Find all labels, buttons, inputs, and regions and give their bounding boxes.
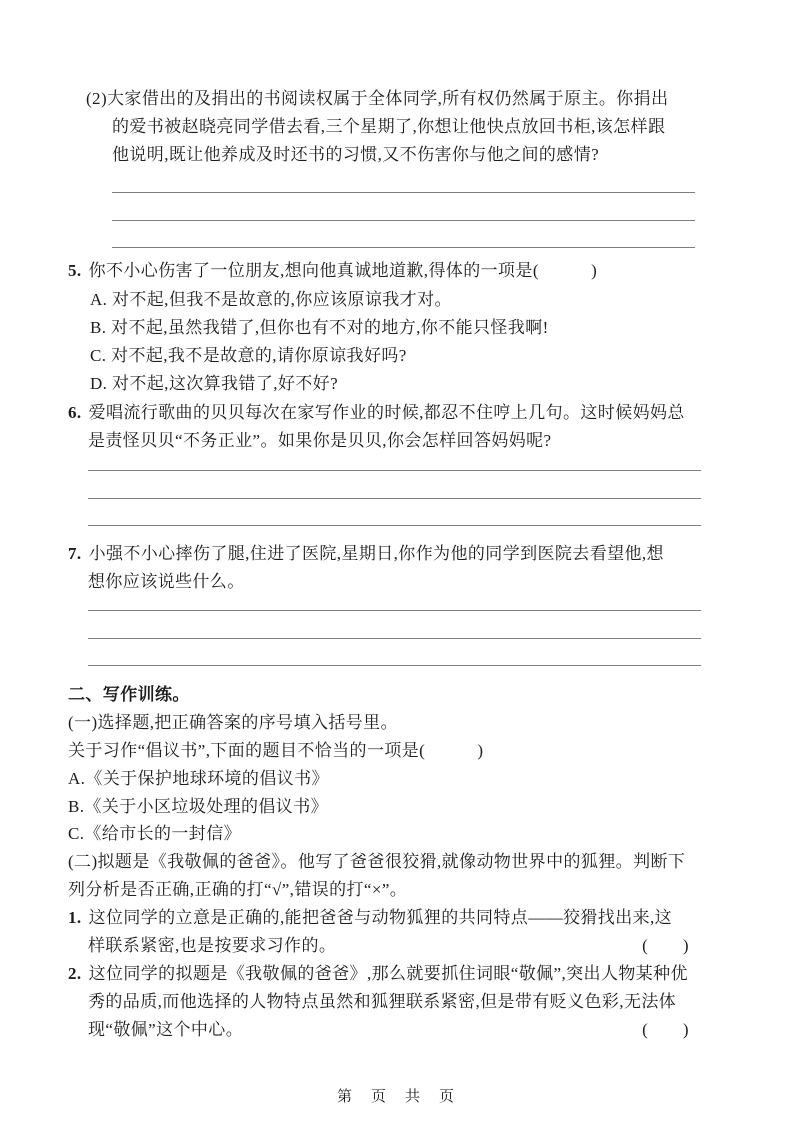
- answer-blank-line: [88, 470, 701, 471]
- judgment-1-text-2: 样联系紧密,也是按要求习作的。: [88, 936, 337, 955]
- question-5: [68, 257, 597, 285]
- answer-blank-line: [88, 525, 701, 526]
- question-5-number: 5.: [68, 261, 82, 280]
- question-5-option-d: D. 对不起,这次算我错了,好不好?: [90, 374, 339, 393]
- answer-blank-line: [88, 610, 701, 611]
- question-5-option-b: B. 对不起,虽然我错了,但你也有不对的地方,你不能只怪我啊!: [90, 318, 549, 337]
- question-6-line-2: 是责怪贝贝“不务正业”。如果你是贝贝,你会怎样回答妈妈呢?: [88, 431, 552, 450]
- part-2-intro-line-2: 列分析是否正确,正确的打“√”,错误的打“×”。: [68, 880, 408, 899]
- answer-blank-line: [88, 665, 701, 666]
- judgment-1-bracket: ( ): [642, 936, 689, 955]
- part-1-option-c: C.《给市长的一封信》: [68, 824, 241, 843]
- part-1-intro: (一)选择题,把正确答案的序号填入括号里。: [68, 713, 398, 732]
- question-2-line-2: 的爱书被赵晓亮同学借去看,三个星期了,你想让他快点放回书柜,该怎样跟: [112, 117, 666, 136]
- question-5-text: 你不小心伤害了一位朋友,想向他真诚地道歉,得体的一项是( ): [88, 261, 598, 280]
- part-1-question: 关于习作“倡议书”,下面的题目不恰当的一项是( ): [68, 741, 484, 760]
- part-1-option-b: B.《关于小区垃圾处理的倡议书》: [68, 797, 328, 816]
- question-2-line-1: (2)大家借出的及捐出的书阅读权属于全体同学,所有权仍然属于原主。你捐出: [86, 89, 669, 108]
- section-2-heading: 二、写作训练。: [68, 685, 190, 704]
- judgment-2-line-2: 秀的品质,而他选择的人物特点虽然和狐狸联系紧密,但是带有贬义色彩,无法体: [88, 992, 677, 1011]
- question-7-line-1: [68, 540, 664, 568]
- part-1-option-a: A.《关于保护地球环境的倡议书》: [68, 769, 329, 788]
- part-2-intro-line-1: (二)拟题是《我敬佩的爸爸》。他写了爸爸很狡猾,就像动物世界中的狐狸。判断下: [68, 852, 686, 871]
- answer-blank-line: [88, 498, 701, 499]
- question-6-number: 6.: [68, 403, 82, 422]
- question-5-option-a: A. 对不起,但我不是故意的,你应该原谅我才对。: [90, 290, 452, 309]
- judgment-1-line-1: [68, 904, 672, 932]
- page-footer: 第 页 共 页: [336, 1089, 456, 1105]
- question-7-text-1: 小强不小心摔伤了腿,住进了医院,星期日,你作为他的同学到医院去看望他,想: [88, 544, 664, 563]
- question-2-line-3: 他说明,既让他养成及时还书的习惯,又不伤害你与他之间的感情?: [112, 145, 600, 164]
- question-5-option-c: C. 对不起,我不是故意的,请你原谅我好吗?: [90, 346, 407, 365]
- answer-blank-line: [88, 638, 701, 639]
- question-6-line-1: [68, 399, 685, 427]
- question-7-line-2: 想你应该说些什么。: [88, 572, 245, 591]
- answer-blank-line: [112, 192, 695, 193]
- judgment-2-number: 2.: [68, 964, 82, 983]
- answer-blank-line: [112, 247, 695, 248]
- judgment-2-line-3: [88, 1016, 689, 1044]
- judgment-2-bracket: ( ): [642, 1020, 689, 1039]
- question-6-text-1: 爱唱流行歌曲的贝贝每次在家写作业的时候,都忍不住哼上几句。这时候妈妈总: [88, 403, 685, 422]
- judgment-2-text-3: 现“敬佩”这个中心。: [88, 1020, 244, 1039]
- judgment-2-text-1: 这位同学的拟题是《我敬佩的爸爸》,那么就要抓住词眼“敬佩”,突出人物某种优: [88, 964, 688, 983]
- answer-blank-line: [112, 220, 695, 221]
- judgment-2-line-1: [68, 960, 688, 988]
- judgment-1-line-2: [88, 932, 689, 960]
- question-7-number: 7.: [68, 544, 82, 563]
- judgment-1-number: 1.: [68, 908, 82, 927]
- judgment-1-text-1: 这位同学的立意是正确的,能把爸爸与动物狐狸的共同特点——狡猾找出来,这: [88, 908, 673, 927]
